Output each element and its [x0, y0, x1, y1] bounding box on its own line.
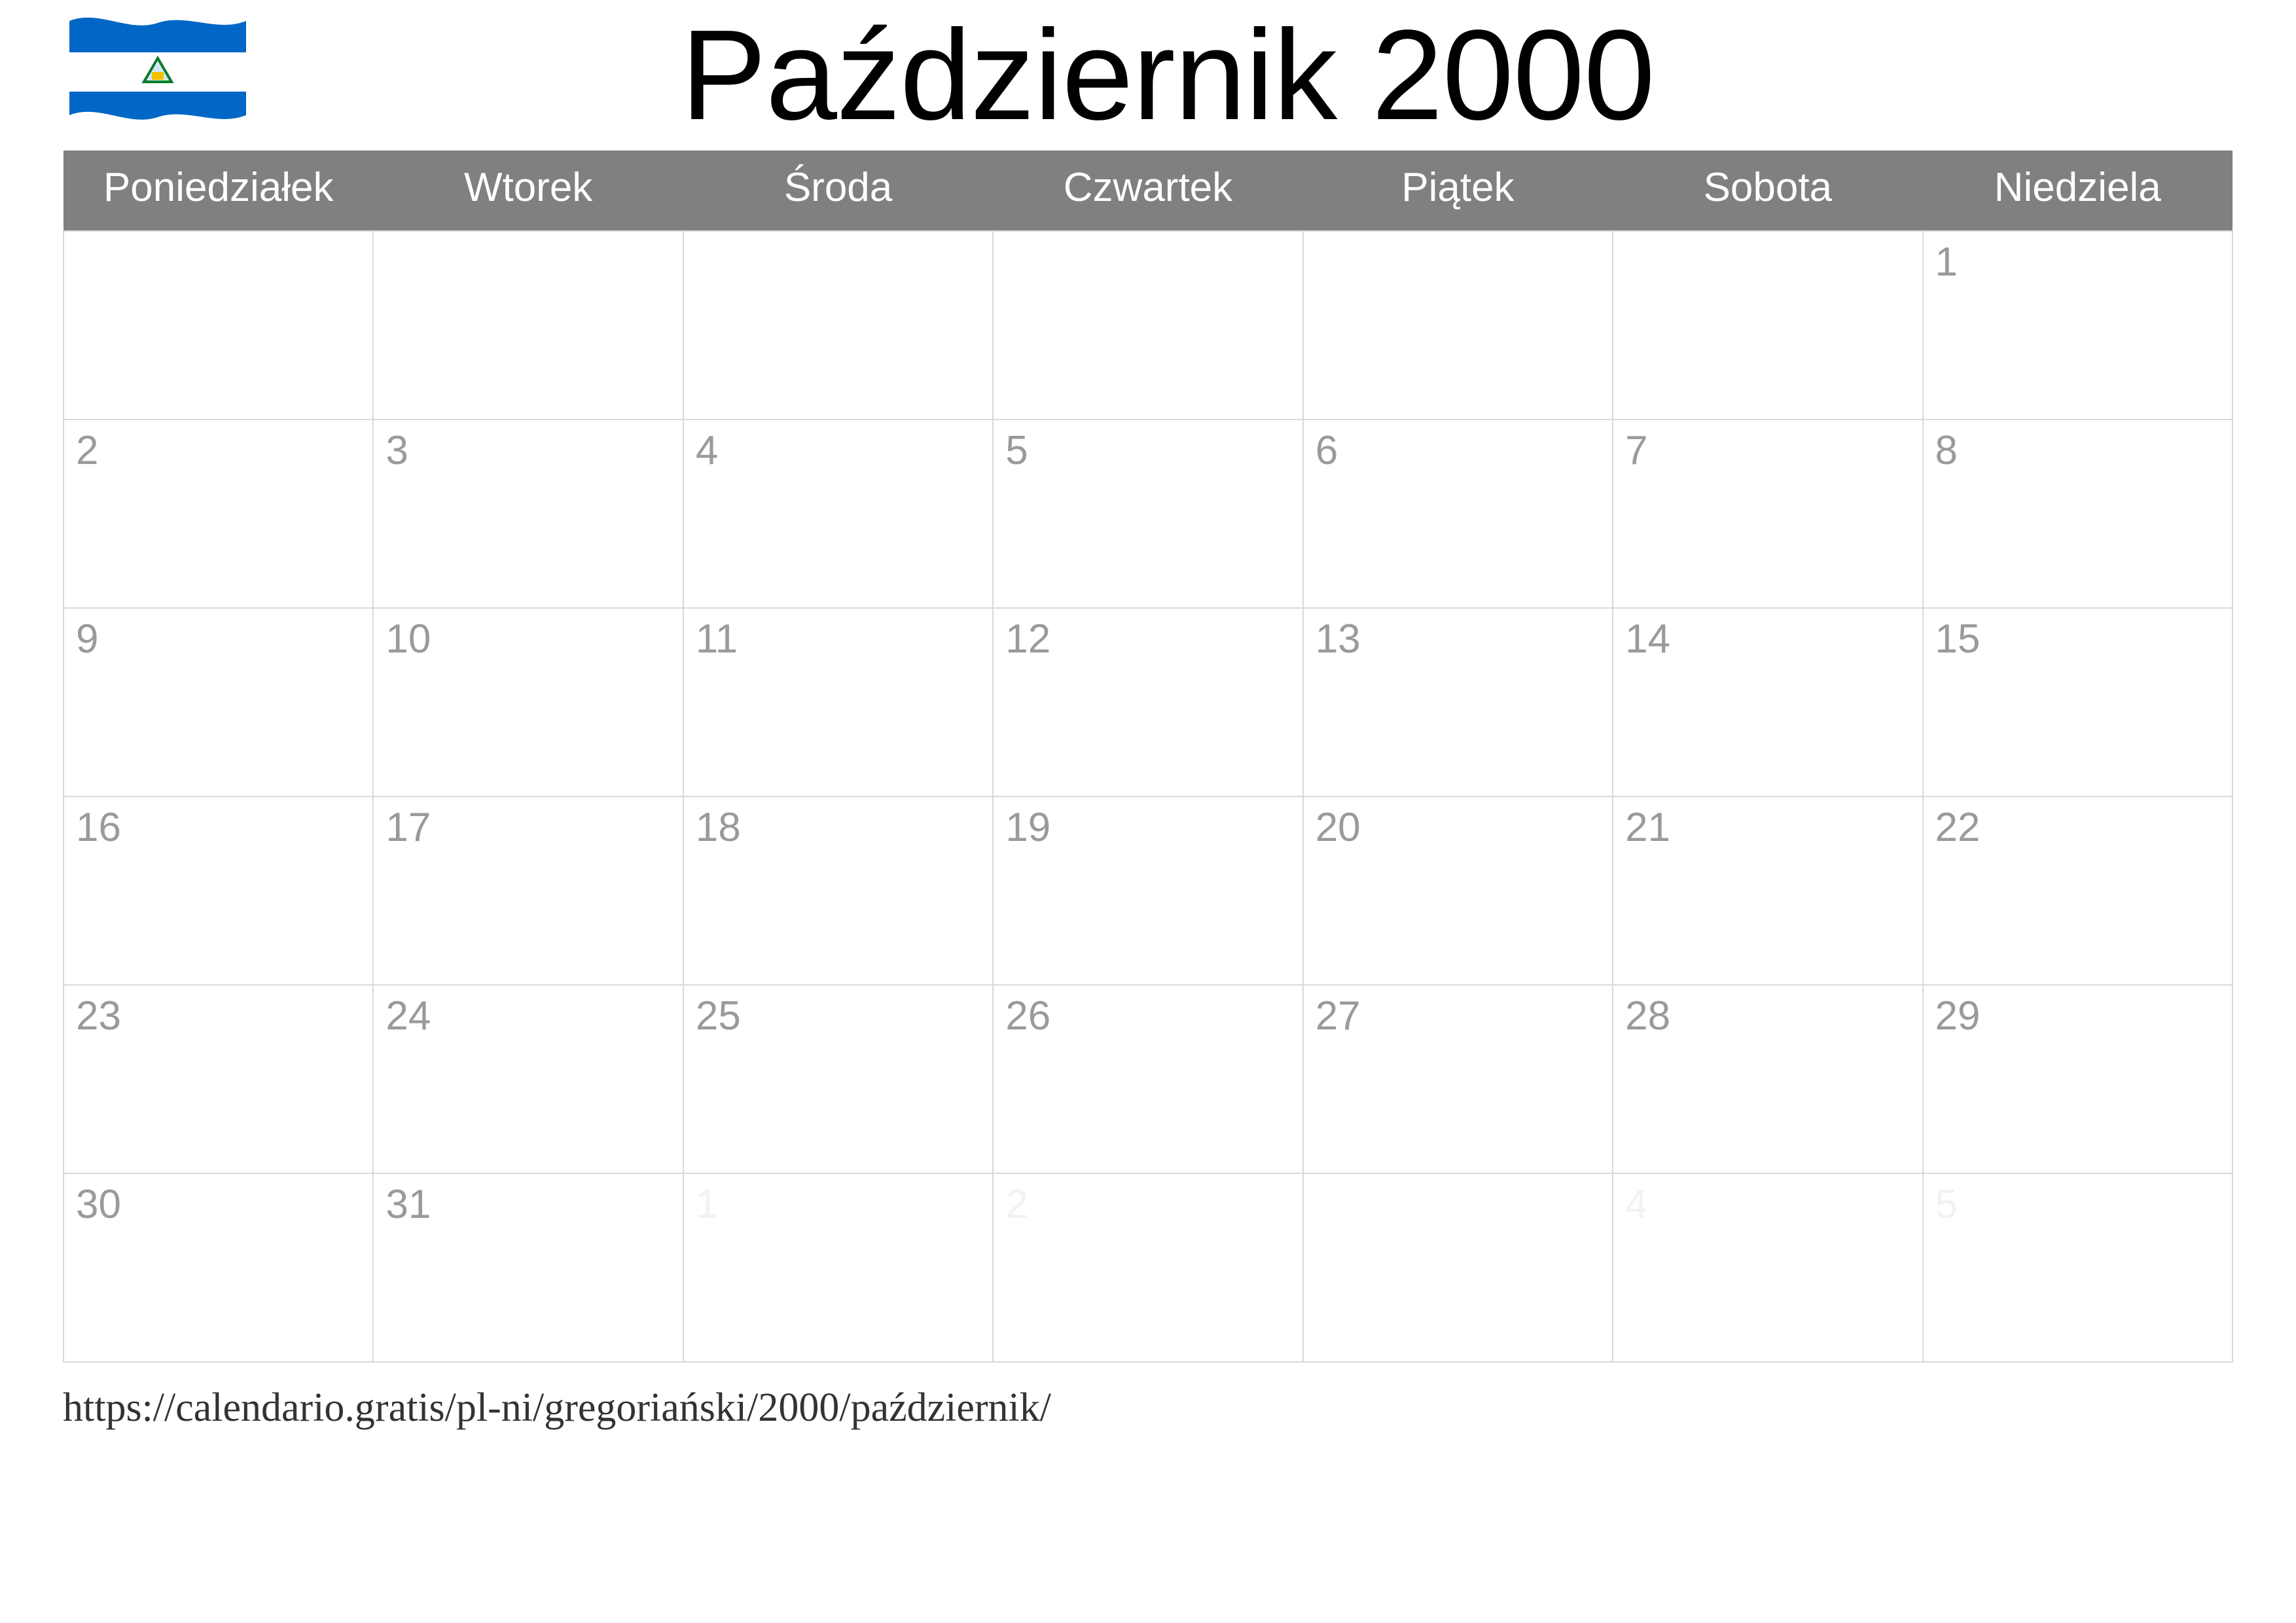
calendar-day-cell[interactable]: [63, 985, 373, 1173]
day-number: 30: [76, 1182, 121, 1227]
calendar-day-cell[interactable]: [1303, 985, 1613, 1173]
day-number: 19: [1005, 805, 1051, 850]
day-number: 15: [1935, 616, 1981, 662]
day-number: 23: [76, 993, 121, 1039]
weekday-header-sunday: Niedziela: [1923, 151, 2233, 231]
day-number: 27: [1315, 993, 1361, 1039]
day-number: 31: [386, 1182, 431, 1227]
calendar-week-row: [63, 985, 2233, 1173]
weekday-header-thursday: Czwartek: [993, 151, 1302, 231]
calendar-day-cell[interactable]: [683, 1173, 993, 1362]
calendar-day-cell[interactable]: [683, 231, 993, 419]
day-number: 3: [386, 428, 408, 473]
weekday-header-tuesday: Wtorek: [373, 151, 683, 231]
calendar-day-cell[interactable]: [373, 231, 683, 419]
calendar-day-cell[interactable]: [373, 419, 683, 608]
day-number: 11: [695, 616, 738, 662]
day-number: 5: [1005, 428, 1028, 473]
day-number: 14: [1625, 616, 1671, 662]
day-number: 29: [1935, 993, 1981, 1039]
calendar-day-cell[interactable]: [993, 1173, 1302, 1362]
calendar-week-row: [63, 796, 2233, 985]
calendar-day-cell[interactable]: [993, 985, 1302, 1173]
calendar-day-cell[interactable]: [1923, 231, 2233, 419]
calendar-day-cell[interactable]: [1303, 796, 1613, 985]
calendar-day-cell[interactable]: [1613, 985, 1922, 1173]
weekday-header-friday: Piątek: [1303, 151, 1613, 231]
calendar-day-cell[interactable]: [993, 231, 1302, 419]
calendar-day-cell[interactable]: [63, 1173, 373, 1362]
calendar-week-row: [63, 608, 2233, 796]
calendar-day-cell[interactable]: [993, 796, 1302, 985]
calendar-day-cell[interactable]: [1613, 796, 1922, 985]
day-number: 21: [1625, 805, 1671, 850]
day-number: 26: [1005, 993, 1051, 1039]
calendar-table: [63, 151, 2233, 1363]
calendar-day-cell[interactable]: [373, 608, 683, 796]
day-number: 12: [1005, 616, 1051, 662]
calendar-day-cell[interactable]: [63, 419, 373, 608]
day-number: 4: [1625, 1182, 1648, 1227]
calendar-day-cell[interactable]: [683, 796, 993, 985]
day-number: 16: [76, 805, 121, 850]
weekday-header-wednesday: Środa: [683, 151, 993, 231]
day-number: 18: [695, 805, 741, 850]
day-number: 28: [1625, 993, 1671, 1039]
day-number: 24: [386, 993, 431, 1039]
day-number: 4: [695, 428, 719, 473]
day-number: 2: [1005, 1182, 1028, 1227]
calendar-day-cell[interactable]: [1613, 1173, 1922, 1362]
calendar-day-cell[interactable]: [683, 608, 993, 796]
day-number: 22: [1935, 805, 1981, 850]
calendar-day-cell[interactable]: [1613, 231, 1922, 419]
calendar-body: [63, 231, 2233, 1362]
calendar-week-row: [63, 1173, 2233, 1362]
day-number: 2: [76, 428, 99, 473]
day-number: 6: [1315, 428, 1338, 473]
day-number: 7: [1625, 428, 1648, 473]
calendar-day-cell[interactable]: [683, 985, 993, 1173]
calendar-day-cell[interactable]: [993, 419, 1302, 608]
calendar-day-cell[interactable]: [1923, 985, 2233, 1173]
day-number: 8: [1935, 428, 1958, 473]
day-number: 1: [1935, 240, 1958, 285]
calendar-day-cell[interactable]: [373, 796, 683, 985]
calendar-day-cell[interactable]: [1613, 608, 1922, 796]
day-number: 13: [1315, 616, 1361, 662]
day-number: 9: [76, 616, 99, 662]
page-header: [63, 0, 2233, 151]
day-number: 20: [1315, 805, 1361, 850]
calendar-day-cell[interactable]: [63, 796, 373, 985]
calendar-day-cell[interactable]: [1303, 1173, 1613, 1362]
day-number: 1: [695, 1182, 719, 1227]
calendar-day-cell[interactable]: [373, 1173, 683, 1362]
calendar-day-cell[interactable]: [993, 608, 1302, 796]
calendar-day-cell[interactable]: [1303, 608, 1613, 796]
calendar-day-cell[interactable]: [1923, 608, 2233, 796]
day-number: 10: [386, 616, 431, 662]
day-number: 17: [386, 805, 431, 850]
calendar-day-cell[interactable]: [1303, 231, 1613, 419]
calendar-week-row: [63, 231, 2233, 419]
calendar-week-row: [63, 419, 2233, 608]
calendar-day-cell[interactable]: [683, 419, 993, 608]
source-url[interactable]: https://calendario.gratis/pl-ni/gregoriański/2000/październik/: [63, 1385, 1051, 1430]
calendar-day-cell[interactable]: [1923, 419, 2233, 608]
calendar-header-row: [63, 151, 2233, 231]
calendar-day-cell[interactable]: [1303, 419, 1613, 608]
calendar-day-cell[interactable]: [1923, 796, 2233, 985]
nicaragua-flag-icon: [69, 13, 246, 131]
page-title: Październik 2000: [681, 3, 1655, 147]
weekday-header-monday: Poniedziałek: [63, 151, 373, 231]
calendar-day-cell[interactable]: [1613, 419, 1922, 608]
calendar-day-cell[interactable]: [63, 231, 373, 419]
weekday-header-saturday: Sobota: [1613, 151, 1922, 231]
calendar-day-cell[interactable]: [1923, 1173, 2233, 1362]
calendar-day-cell[interactable]: [63, 608, 373, 796]
calendar-day-cell[interactable]: [373, 985, 683, 1173]
day-number: 5: [1935, 1182, 1958, 1227]
day-number: 25: [695, 993, 741, 1039]
